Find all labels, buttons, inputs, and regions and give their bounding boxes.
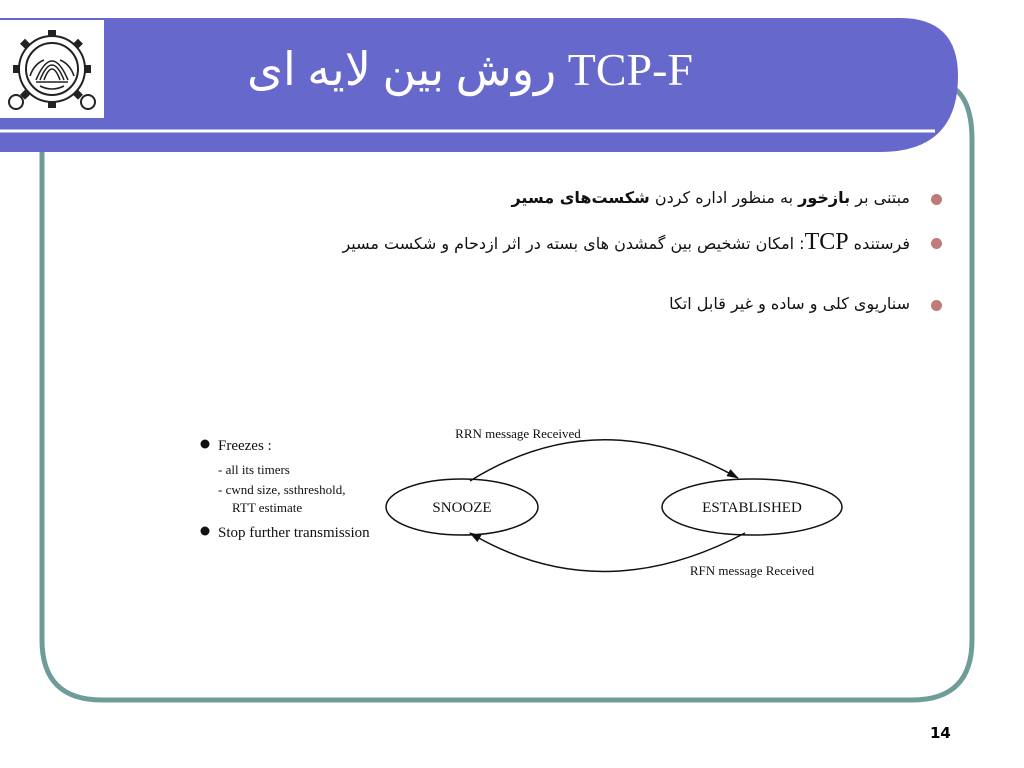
slide-title: روش بین لایه ای TCP-F (246, 44, 694, 95)
note-item-rtt: RTT estimate (232, 500, 303, 515)
note-bullet-stop (201, 527, 210, 536)
bullet-2-pre: فرستنده (848, 234, 910, 253)
bullet-1-bold-route-failure: شکست‌های مسیر (511, 188, 650, 207)
note-item-cwnd: - cwnd size, ssthreshold, (218, 482, 346, 497)
bullet-2-post: : امکان تشخیص بین گمشدن های بسته در اثر ازدحام و شکست مسیر (342, 234, 805, 253)
bullet-1-pre: مبتنی بر (850, 188, 910, 207)
arrow-rfn-label: RFN message Received (689, 563, 815, 578)
state-snooze-label: SNOOZE (432, 500, 492, 516)
slide-number: 14 (930, 724, 951, 742)
note-bullet-freezes (201, 440, 210, 449)
state-established-label: ESTABLISHED (702, 500, 802, 516)
bullet-2-tcp: TCP (804, 229, 849, 255)
bullet-1-mid: به منظور اداره کردن (649, 188, 799, 207)
bullet-3-text: سناریوی کلی و ساده و غیر قابل اتکا (669, 294, 910, 313)
note-freezes: Freezes : (218, 438, 272, 454)
note-stop: Stop further transmission (218, 525, 370, 541)
note-item-timers: - all its timers (218, 462, 290, 477)
arrow-rrn-label: RRN message Received (455, 426, 581, 441)
arrow-rrn (470, 440, 738, 481)
bullet-1-bold-feedback: بازخور (798, 188, 851, 207)
